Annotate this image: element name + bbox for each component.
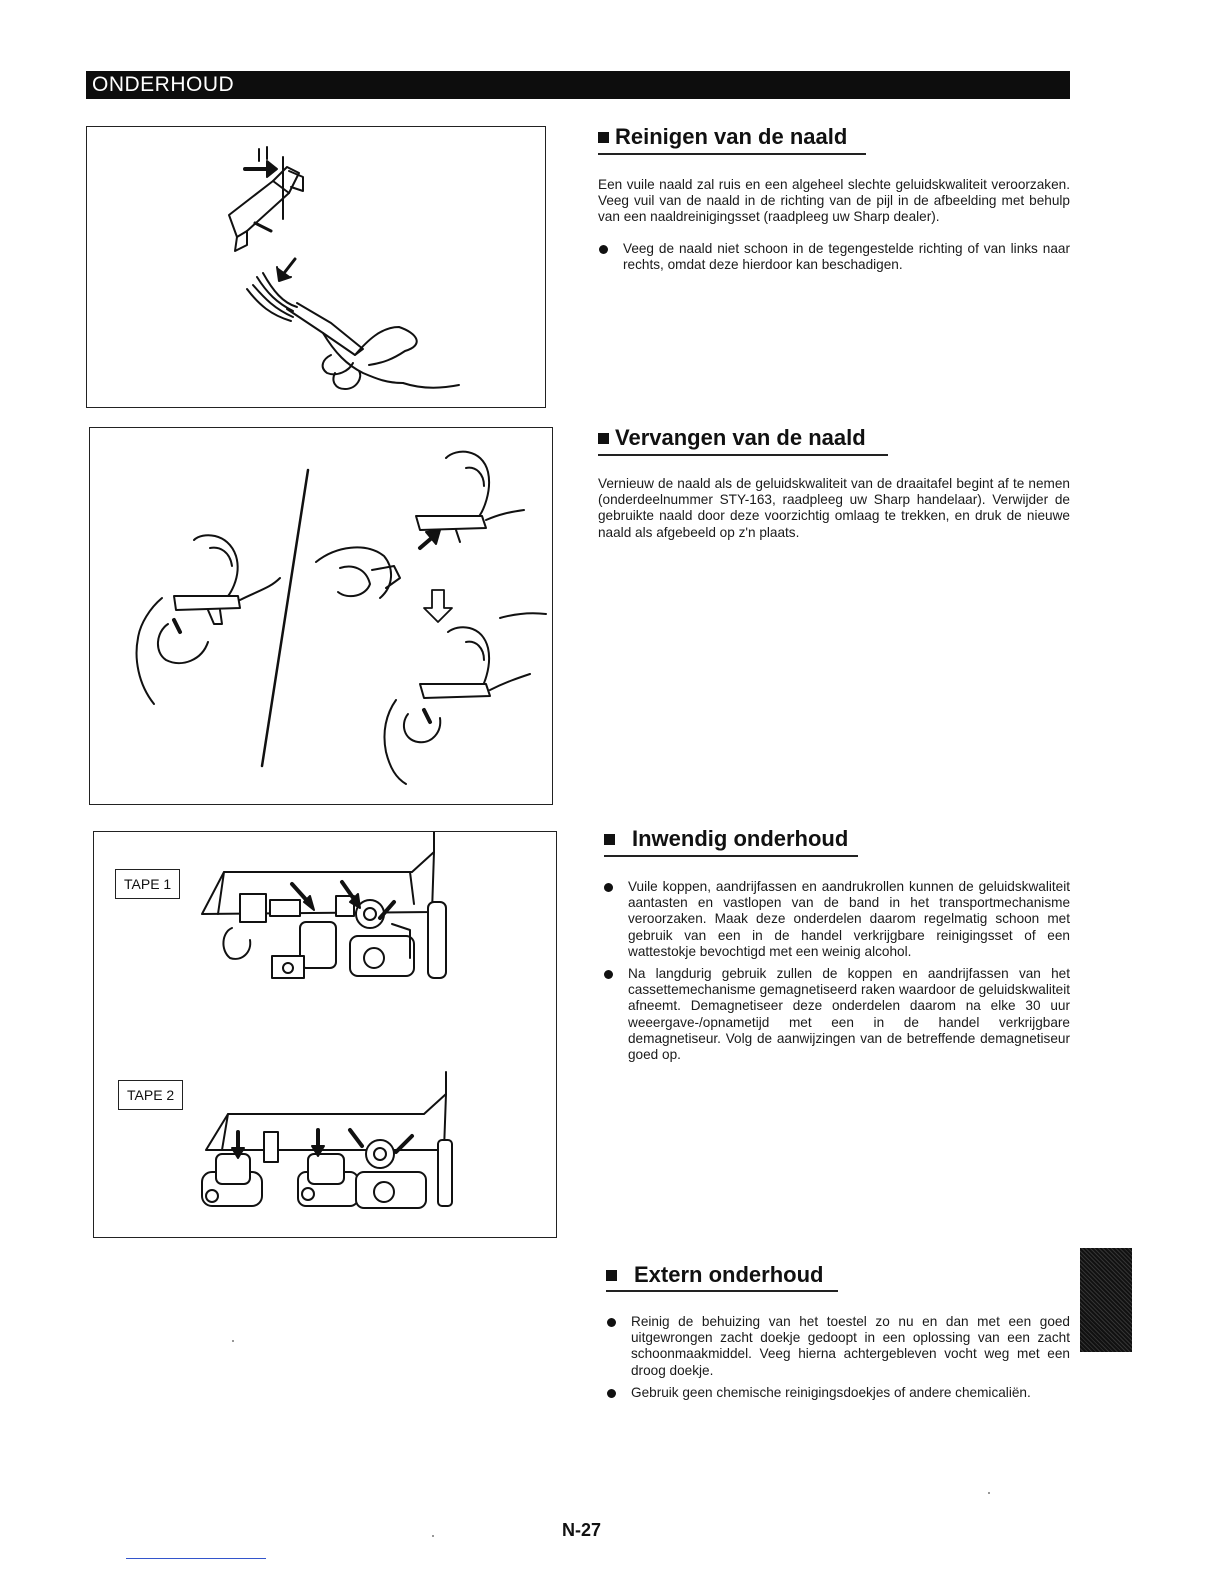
stylus-replacing-body: Vernieuw de naald als de geluidskwaliteit van de draaitafel begint af te nemen (onderdeelnummer STY-163, raadpleeg uw Sharp handelaar). Verwijder de gebruikte naald door deze voorzichtig omlaag te trekken, en druk de nieuwe naald als afgebeeld op z'n plaats.	[598, 476, 1070, 540]
section-title-internal: Inwendig onderhoud	[604, 826, 848, 852]
stylus-cleaning-bullets	[596, 241, 1070, 279]
tape1-label: TAPE 1	[115, 869, 180, 899]
section-square-icon	[606, 1270, 617, 1281]
section-rule	[604, 855, 858, 857]
stylus-cleaning-body: Een vuile naald zal ruis en een algeheel slechte geluidskwaliteit veroorzaken. Veeg vuil van de naald in de richting van de pijl in de afbeelding met behulp van een naaldreinigingsset (raadpleeg uw Sharp dealer).	[598, 177, 1070, 225]
section-rule	[598, 153, 866, 155]
tape2-label: TAPE 2	[118, 1080, 183, 1110]
section-square-icon	[598, 433, 609, 444]
scan-speck	[432, 1535, 434, 1537]
figure-stylus-cleaning	[86, 126, 546, 408]
section-title-external: Extern onderhoud	[606, 1262, 823, 1288]
list-item: Vuile koppen, aandrijfassen en aandrukrollen kunnen de geluidskwaliteit aantasten en vastlopen van de band in het transportmechanisme veroorzaken. Maak deze onderdelen daarom regelmatig schoon met gebruik van een in de handel verkrijgbare reinigingsset of een wattestokje bevochtigd met een weinig alcohol.	[601, 879, 1070, 960]
section-title-stylus-replacing: Vervangen van de naald	[598, 425, 866, 451]
page-number: N-27	[562, 1520, 602, 1540]
footer-rule	[126, 1558, 266, 1559]
page-title: ONDERHOUD	[92, 73, 235, 96]
list-item: Veeg de naald niet schoon in de tegengestelde richting of van links naar rechts, omdat deze hierdoor kan beschadigen.	[596, 241, 1070, 273]
section-title-stylus-cleaning: Reinigen van de naald	[598, 124, 847, 150]
side-tab-marker	[1080, 1248, 1132, 1352]
section-square-icon	[604, 834, 615, 845]
list-item: Na langdurig gebruik zullen de koppen en aandrijfassen van het cassettemechanisme gemagnetiseerd raken waardoor de geluidskwaliteit afneemt. Demagnetiseer deze onderdelen daarom na elke 30 uur weeergave-/opnametijd met een in de handel verkrijgbare demagnetiseur. Volg de aanwijzingen van de betreffende demagnetiseur goed op.	[601, 966, 1070, 1063]
section-rule	[606, 1290, 838, 1292]
figure-stylus-replacing	[89, 427, 553, 805]
scan-speck	[232, 1340, 234, 1342]
internal-bullets	[601, 879, 1070, 1069]
list-item: Reinig de behuizing van het toestel zo nu en dan met een goed uitgewrongen zacht doekje gedoopt in een oplossing van een zacht schoonmaakmiddel. Veeg hierna achtergebleven vocht weg met een droog doekje.	[604, 1314, 1070, 1379]
figure-tape-mechanisms	[93, 831, 557, 1238]
external-bullets	[604, 1314, 1070, 1407]
section-rule	[598, 454, 888, 456]
scan-speck	[988, 1492, 990, 1494]
list-item: Gebruik geen chemische reinigingsdoekjes of andere chemicaliën.	[604, 1385, 1070, 1401]
section-square-icon	[598, 132, 609, 143]
header-bar	[86, 71, 1070, 99]
